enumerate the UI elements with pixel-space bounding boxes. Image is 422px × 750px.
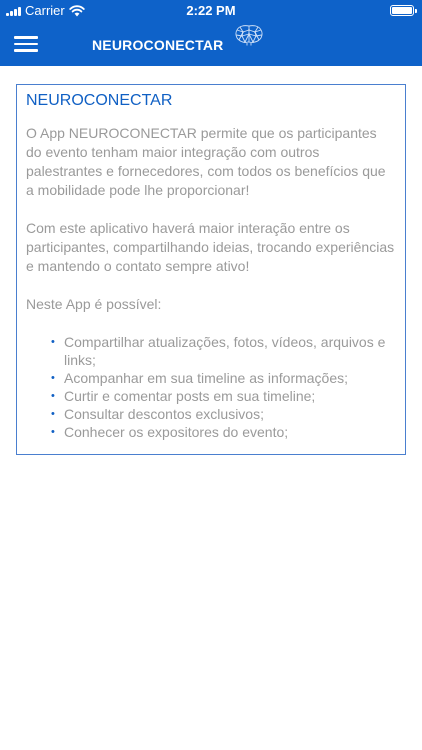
- status-bar: [0, 0, 422, 22]
- battery-icon: [390, 5, 414, 16]
- feature-list: [26, 333, 396, 441]
- header-title: NEUROCONECTAR: [92, 37, 224, 53]
- features-intro: Neste App é possível:: [26, 296, 162, 312]
- hamburger-menu-icon[interactable]: [14, 36, 38, 52]
- list-item: • Conhecer os expositores do evento;: [51, 423, 396, 441]
- brain-icon: [234, 24, 264, 46]
- interaction-paragraph: Com este aplicativo haverá maior interação entre os participantes, compartilhando ideias, trocando experiências e mantendo o contato sempre ativo!: [26, 220, 395, 274]
- intro-paragraph: O App NEUROCONECTAR permite que os participantes do evento tenham maior integração com outros palestrantes e fornecedores, com todos os benefícios que a mobilidade pode lhe proporcionar!: [26, 125, 386, 198]
- status-time: 2:22 PM: [186, 3, 236, 18]
- list-item: • Curtir e comentar posts em sua timeline;: [51, 387, 396, 405]
- about-card: [16, 84, 406, 455]
- list-item: • Consultar descontos exclusivos;: [51, 405, 396, 423]
- list-item: • Compartilhar atualizações, fotos, vídeos, arquivos e links;: [51, 333, 396, 369]
- list-item: • Acompanhar em sua timeline as informações;: [51, 369, 396, 387]
- app-header: [0, 0, 422, 66]
- carrier-label: Carrier: [25, 3, 65, 18]
- card-title: NEUROCONECTAR: [26, 92, 173, 109]
